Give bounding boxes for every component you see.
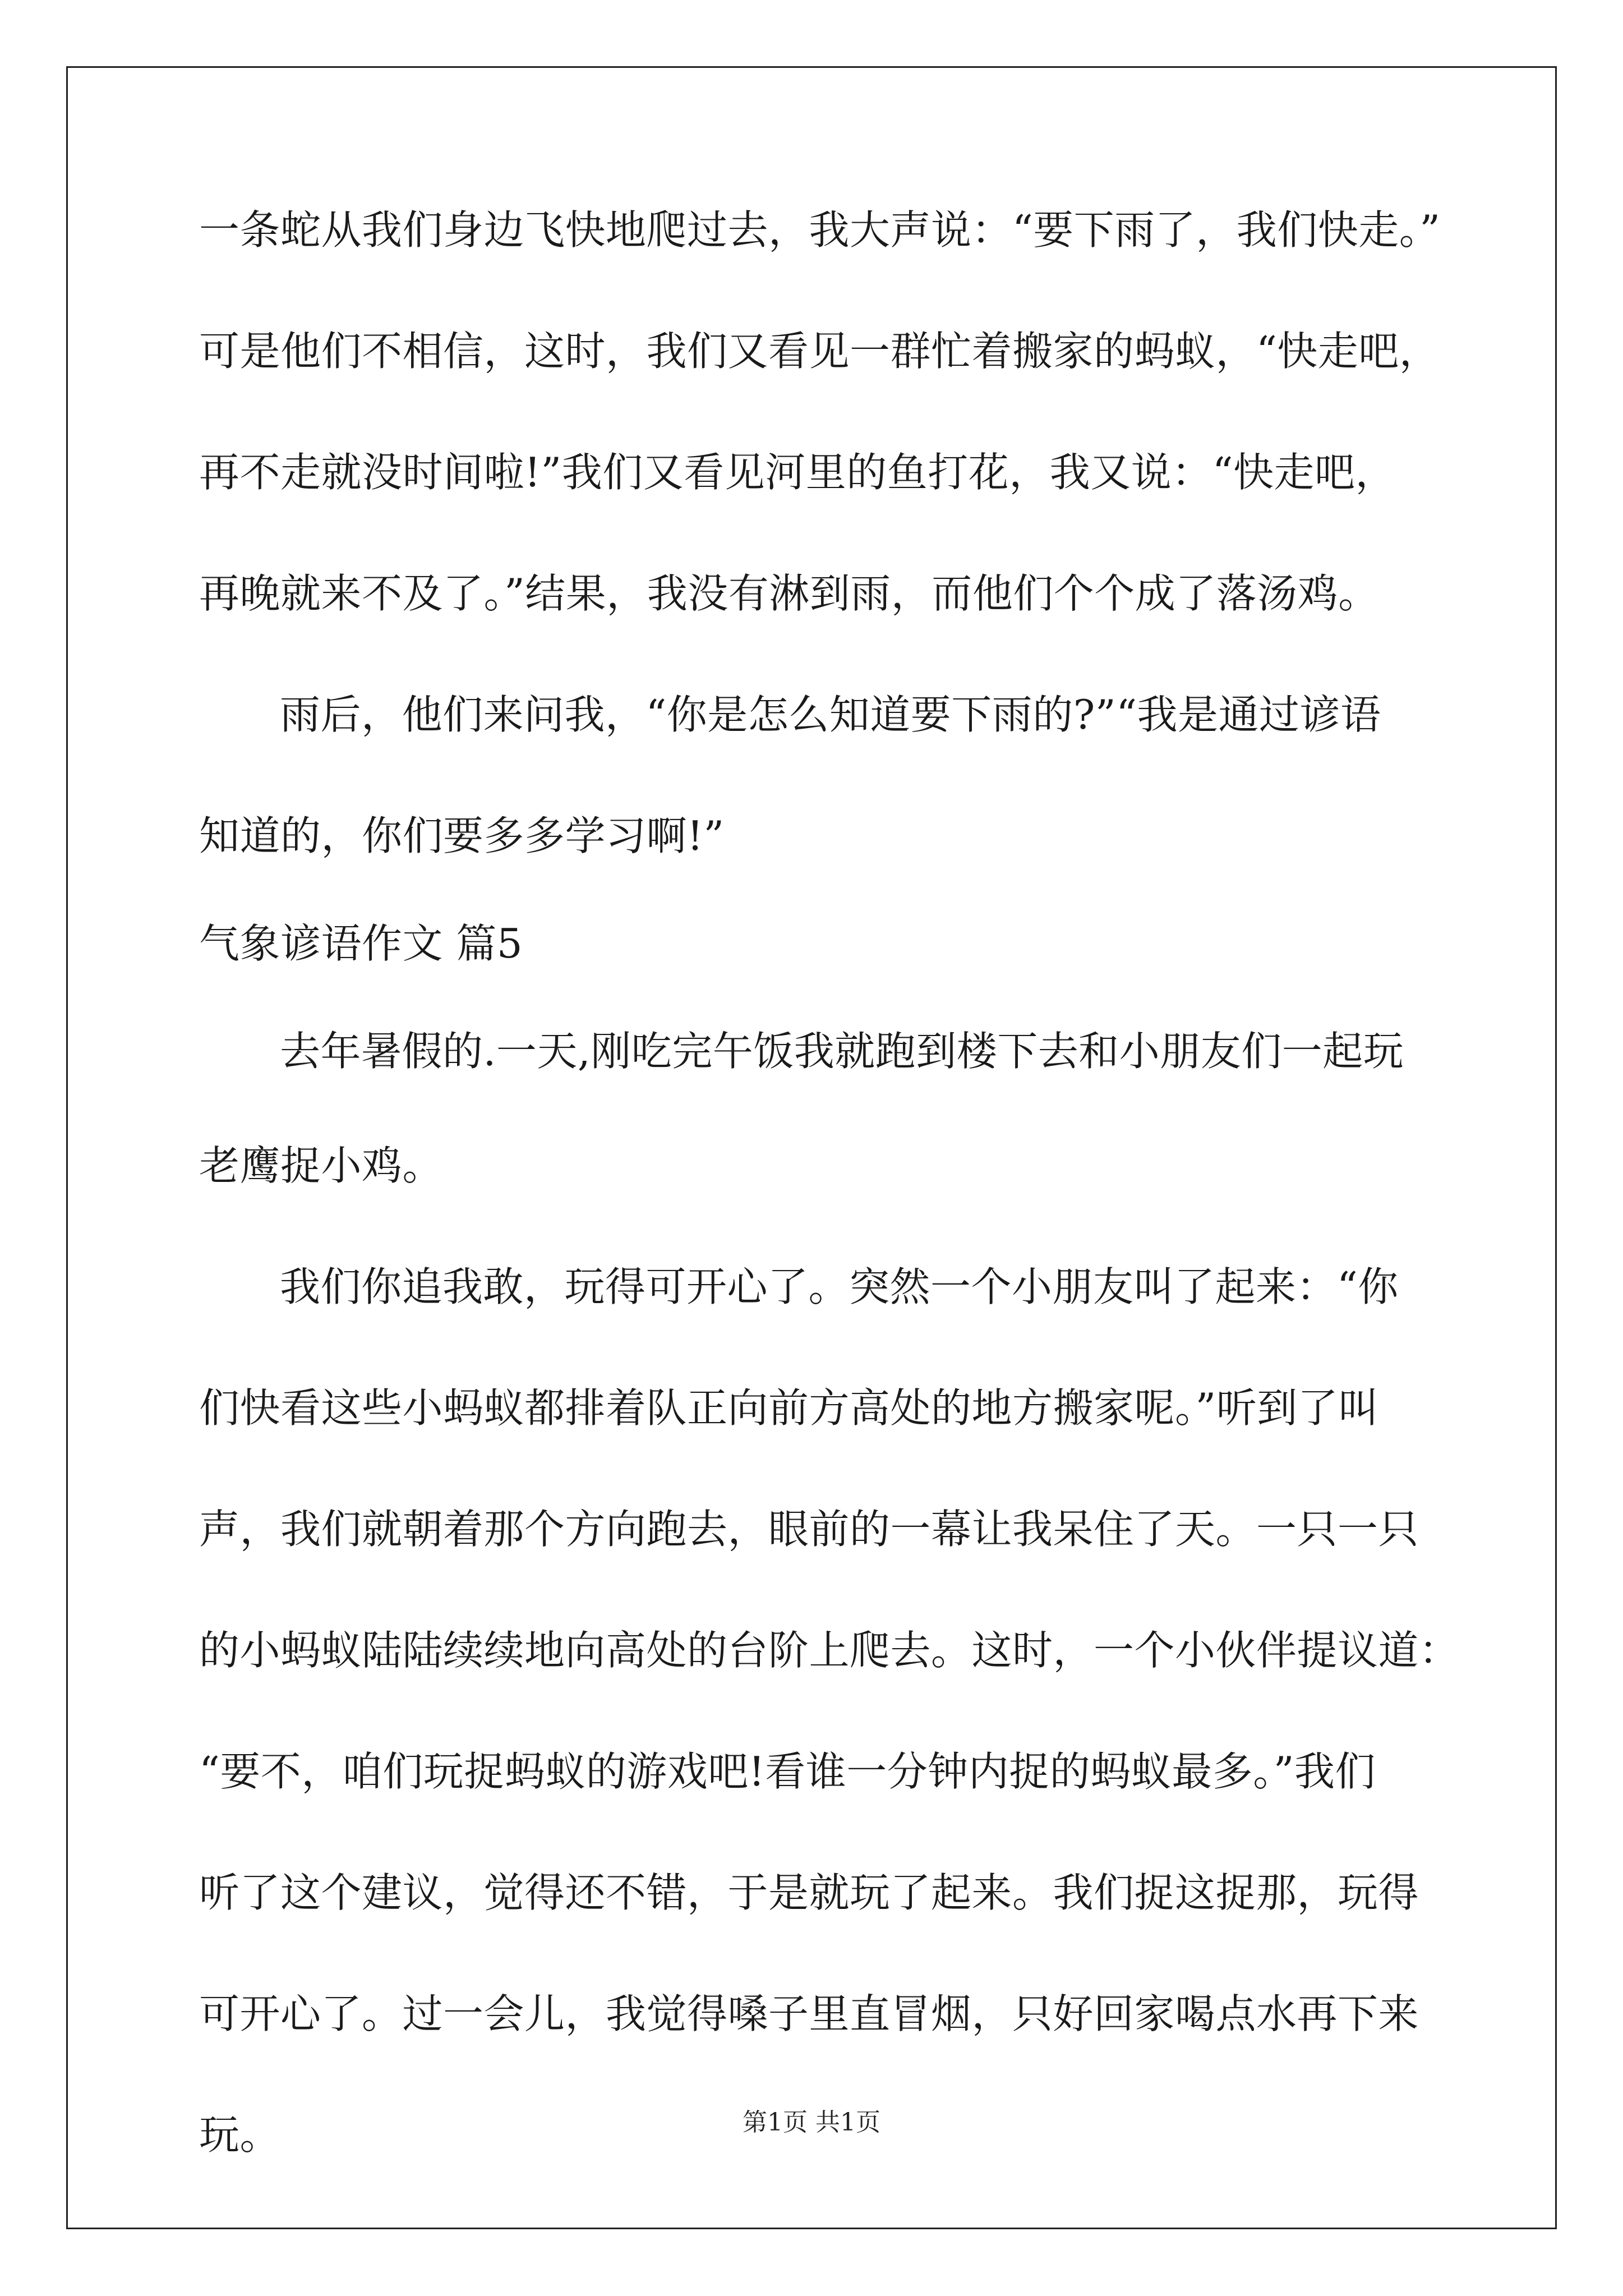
paragraph-first-line: 去年暑假的.一天,刚吃完午饭我就跑到楼下去和小朋友们一起玩 bbox=[280, 1028, 1404, 1075]
section-heading: 气象谚语作文 篇5 bbox=[199, 920, 523, 967]
text-line: 一条蛇从我们身边飞快地爬过去，我大声说：“要下雨了，我们快走。” bbox=[199, 206, 1441, 254]
text-line: 可是他们不相信，这时，我们又看见一群忙着搬家的蚂蚁，“快走吧， bbox=[199, 328, 1440, 375]
page-number-footer: 第1页 共1页 bbox=[743, 2108, 880, 2137]
paragraph-first-line: 雨后，他们来问我，“你是怎么知道要下雨的?”“我是通过谚语 bbox=[280, 691, 1381, 738]
text-line: 再晚就来不及了。”结果，我没有淋到雨，而他们个个成了落汤鸡。 bbox=[199, 570, 1379, 617]
text-line: 再不走就没时间啦!”我们又看见河里的鱼打花，我又说：“快走吧， bbox=[199, 449, 1396, 496]
text-line: 们快看这些小蚂蚁都排着队正向前方高处的地方搬家呢。”听到了叫 bbox=[199, 1384, 1379, 1432]
text-line: 玩。 bbox=[199, 2111, 281, 2159]
text-line: 的小蚂蚁陆陆续续地向高处的台阶上爬去。这时，一个小伙伴提议道： bbox=[199, 1627, 1460, 1674]
text-line: 知道的，你们要多多学习啊!” bbox=[199, 812, 725, 859]
text-line: 声，我们就朝着那个方向跑去，眼前的一幕让我呆住了天。一只一只 bbox=[199, 1506, 1419, 1553]
text-line: 听了这个建议，觉得还不错，于是就玩了起来。我们捉这捉那，玩得 bbox=[199, 1869, 1419, 1916]
text-line: “要不，咱们玩捉蚂蚁的游戏吧!看谁一分钟内捉的蚂蚁最多。”我们 bbox=[199, 1748, 1376, 1795]
paragraph-first-line: 我们你追我敢，玩得可开心了。突然一个小朋友叫了起来：“你 bbox=[280, 1263, 1399, 1310]
text-line: 可开心了。过一会儿，我觉得嗓子里直冒烟，只好回家喝点水再下来 bbox=[199, 1990, 1419, 2037]
text-line: 老鹰捉小鸡。 bbox=[199, 1142, 444, 1189]
